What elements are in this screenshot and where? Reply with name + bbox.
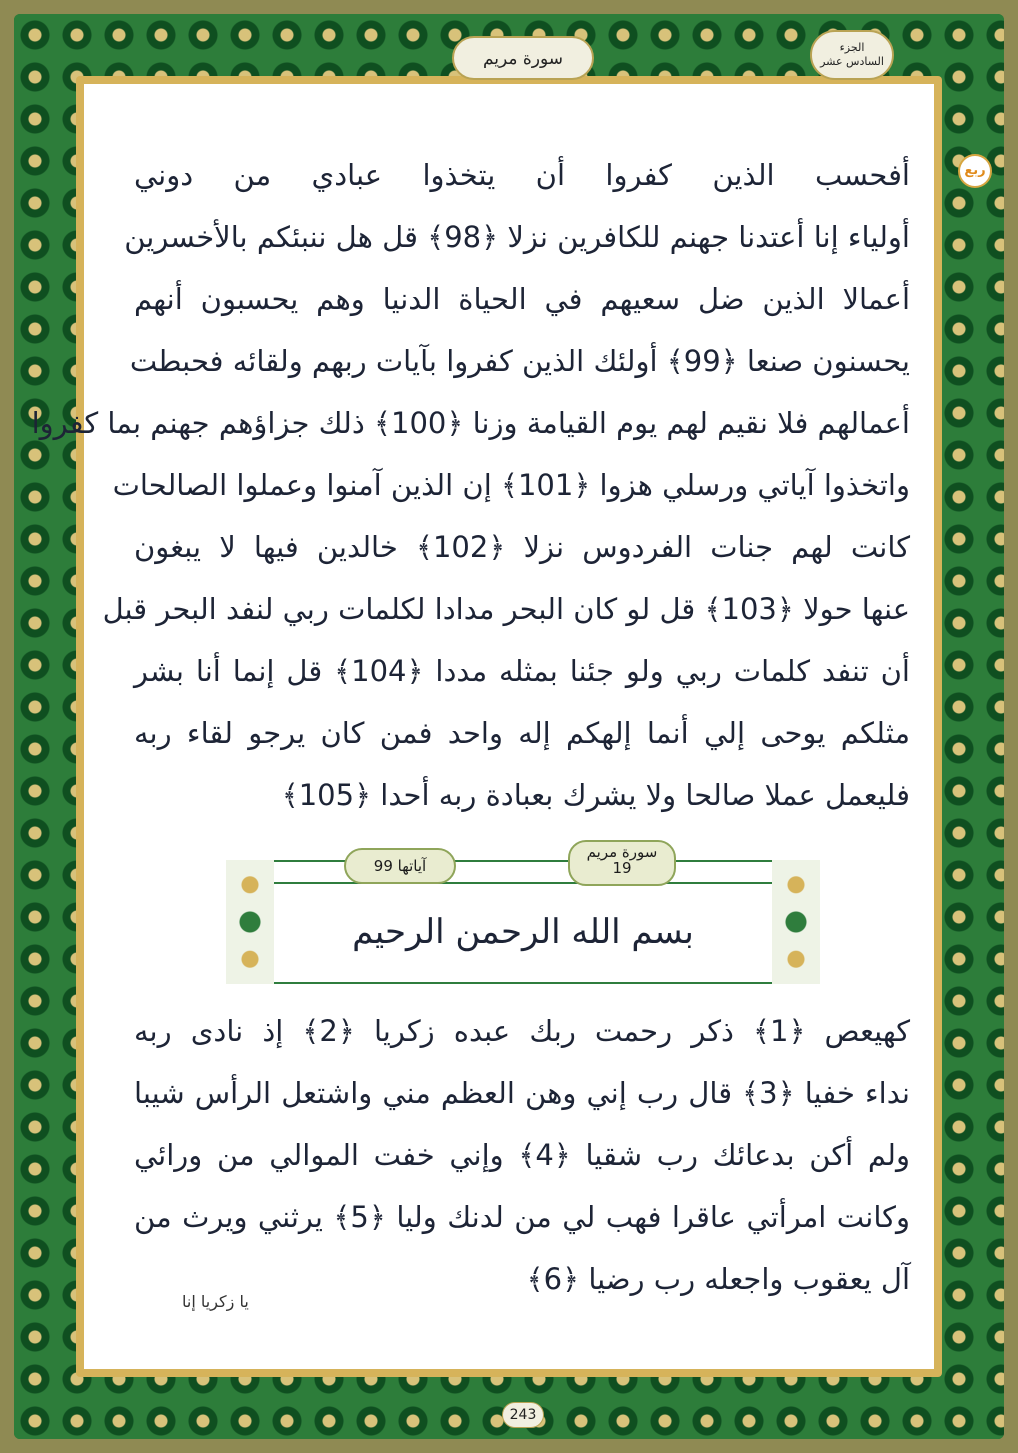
verse-line: نداء خفيا ﴿3﴾ قال رب إني وهن العظم مني واشتعل الرأس شيبا xyxy=(134,1076,910,1110)
upper-verses xyxy=(31,144,911,826)
ornament-corner-icon xyxy=(772,860,820,984)
verse-line: ولم أكن بدعائك رب شقيا ﴿4﴾ وإني خفت الموالي من ورائي xyxy=(134,1138,910,1172)
page-number: 243 xyxy=(502,1402,544,1428)
ayat-count-pill: آياتها 99 xyxy=(344,848,456,884)
catchword: يا زكريا إنا xyxy=(182,1292,249,1311)
verse-line: كانت لهم جنات الفردوس نزلا ﴿102﴾ خالدين فيها لا يبغون xyxy=(134,530,911,564)
juz-badge xyxy=(810,30,894,80)
verse-line: أفحسب الذين كفروا أن يتخذوا عبادي من دوني xyxy=(134,158,910,192)
surah-number: 19 xyxy=(612,859,632,877)
surah-title-badge: سورة مريم xyxy=(452,36,594,80)
verse-line: واتخذوا آياتي ورسلي هزوا ﴿101﴾ إن الذين آمنوا وعملوا الصالحات xyxy=(112,468,910,502)
verse-line: كهيعص ﴿1﴾ ذكر رحمت ربك عبده زكريا ﴿2﴾ إذ نادى ربه xyxy=(134,1014,910,1048)
verse-line: يحسنون صنعا ﴿99﴾ أولئك الذين كفروا بآيات ربهم ولقائه فحبطت xyxy=(129,344,910,378)
verse-line: أن تنفد كلمات ربي ولو جئنا بمثله مددا ﴿104﴾ قل إنما أنا بشر xyxy=(134,654,910,688)
verse-line: عنها حولا ﴿103﴾ قل لو كان البحر مدادا لكلمات ربي لنفد البحر قبل xyxy=(102,592,910,626)
juz-number: السادس عشر xyxy=(820,55,884,68)
surah-name: سورة مريم xyxy=(586,843,658,861)
verse-line: مثلكم يوحى إلي أنما إلهكم إله واحد فمن كان يرجو لقاء ربه xyxy=(134,716,910,750)
surah-name-pill xyxy=(568,840,676,886)
page-frame xyxy=(14,14,1004,1439)
hizb-quarter-icon: ربع xyxy=(958,154,992,188)
lower-verses xyxy=(134,1000,910,1310)
basmala: بسم الله الرحمن الرحيم xyxy=(352,912,694,952)
verse-line: آل يعقوب واجعله رب رضيا ﴿6﴾ xyxy=(526,1262,910,1296)
verse-line: أعمالا الذين ضل سعيهم في الحياة الدنيا وهم يحسبون أنهم xyxy=(134,282,910,316)
verse-line: وكانت امرأتي عاقرا فهب لي من لدنك وليا ﴿5﴾ يرثني ويرث من xyxy=(134,1200,910,1234)
surah-header-box xyxy=(226,840,820,984)
juz-label: الجزء xyxy=(839,41,865,54)
verse-line: أولياء إنا أعتدنا جهنم للكافرين نزلا ﴿98﴾ قل هل ننبئكم بالأخسرين xyxy=(124,220,910,254)
surah-header-divider xyxy=(274,882,772,884)
ornament-corner-icon xyxy=(226,860,274,984)
verse-line: أعمالهم فلا نقيم لهم يوم القيامة وزنا ﴿100﴾ ذلك جزاؤهم جهنم بما كفروا xyxy=(31,406,910,440)
verse-line: فليعمل عملا صالحا ولا يشرك بعبادة ربه أحدا ﴿105﴾ xyxy=(281,778,910,812)
